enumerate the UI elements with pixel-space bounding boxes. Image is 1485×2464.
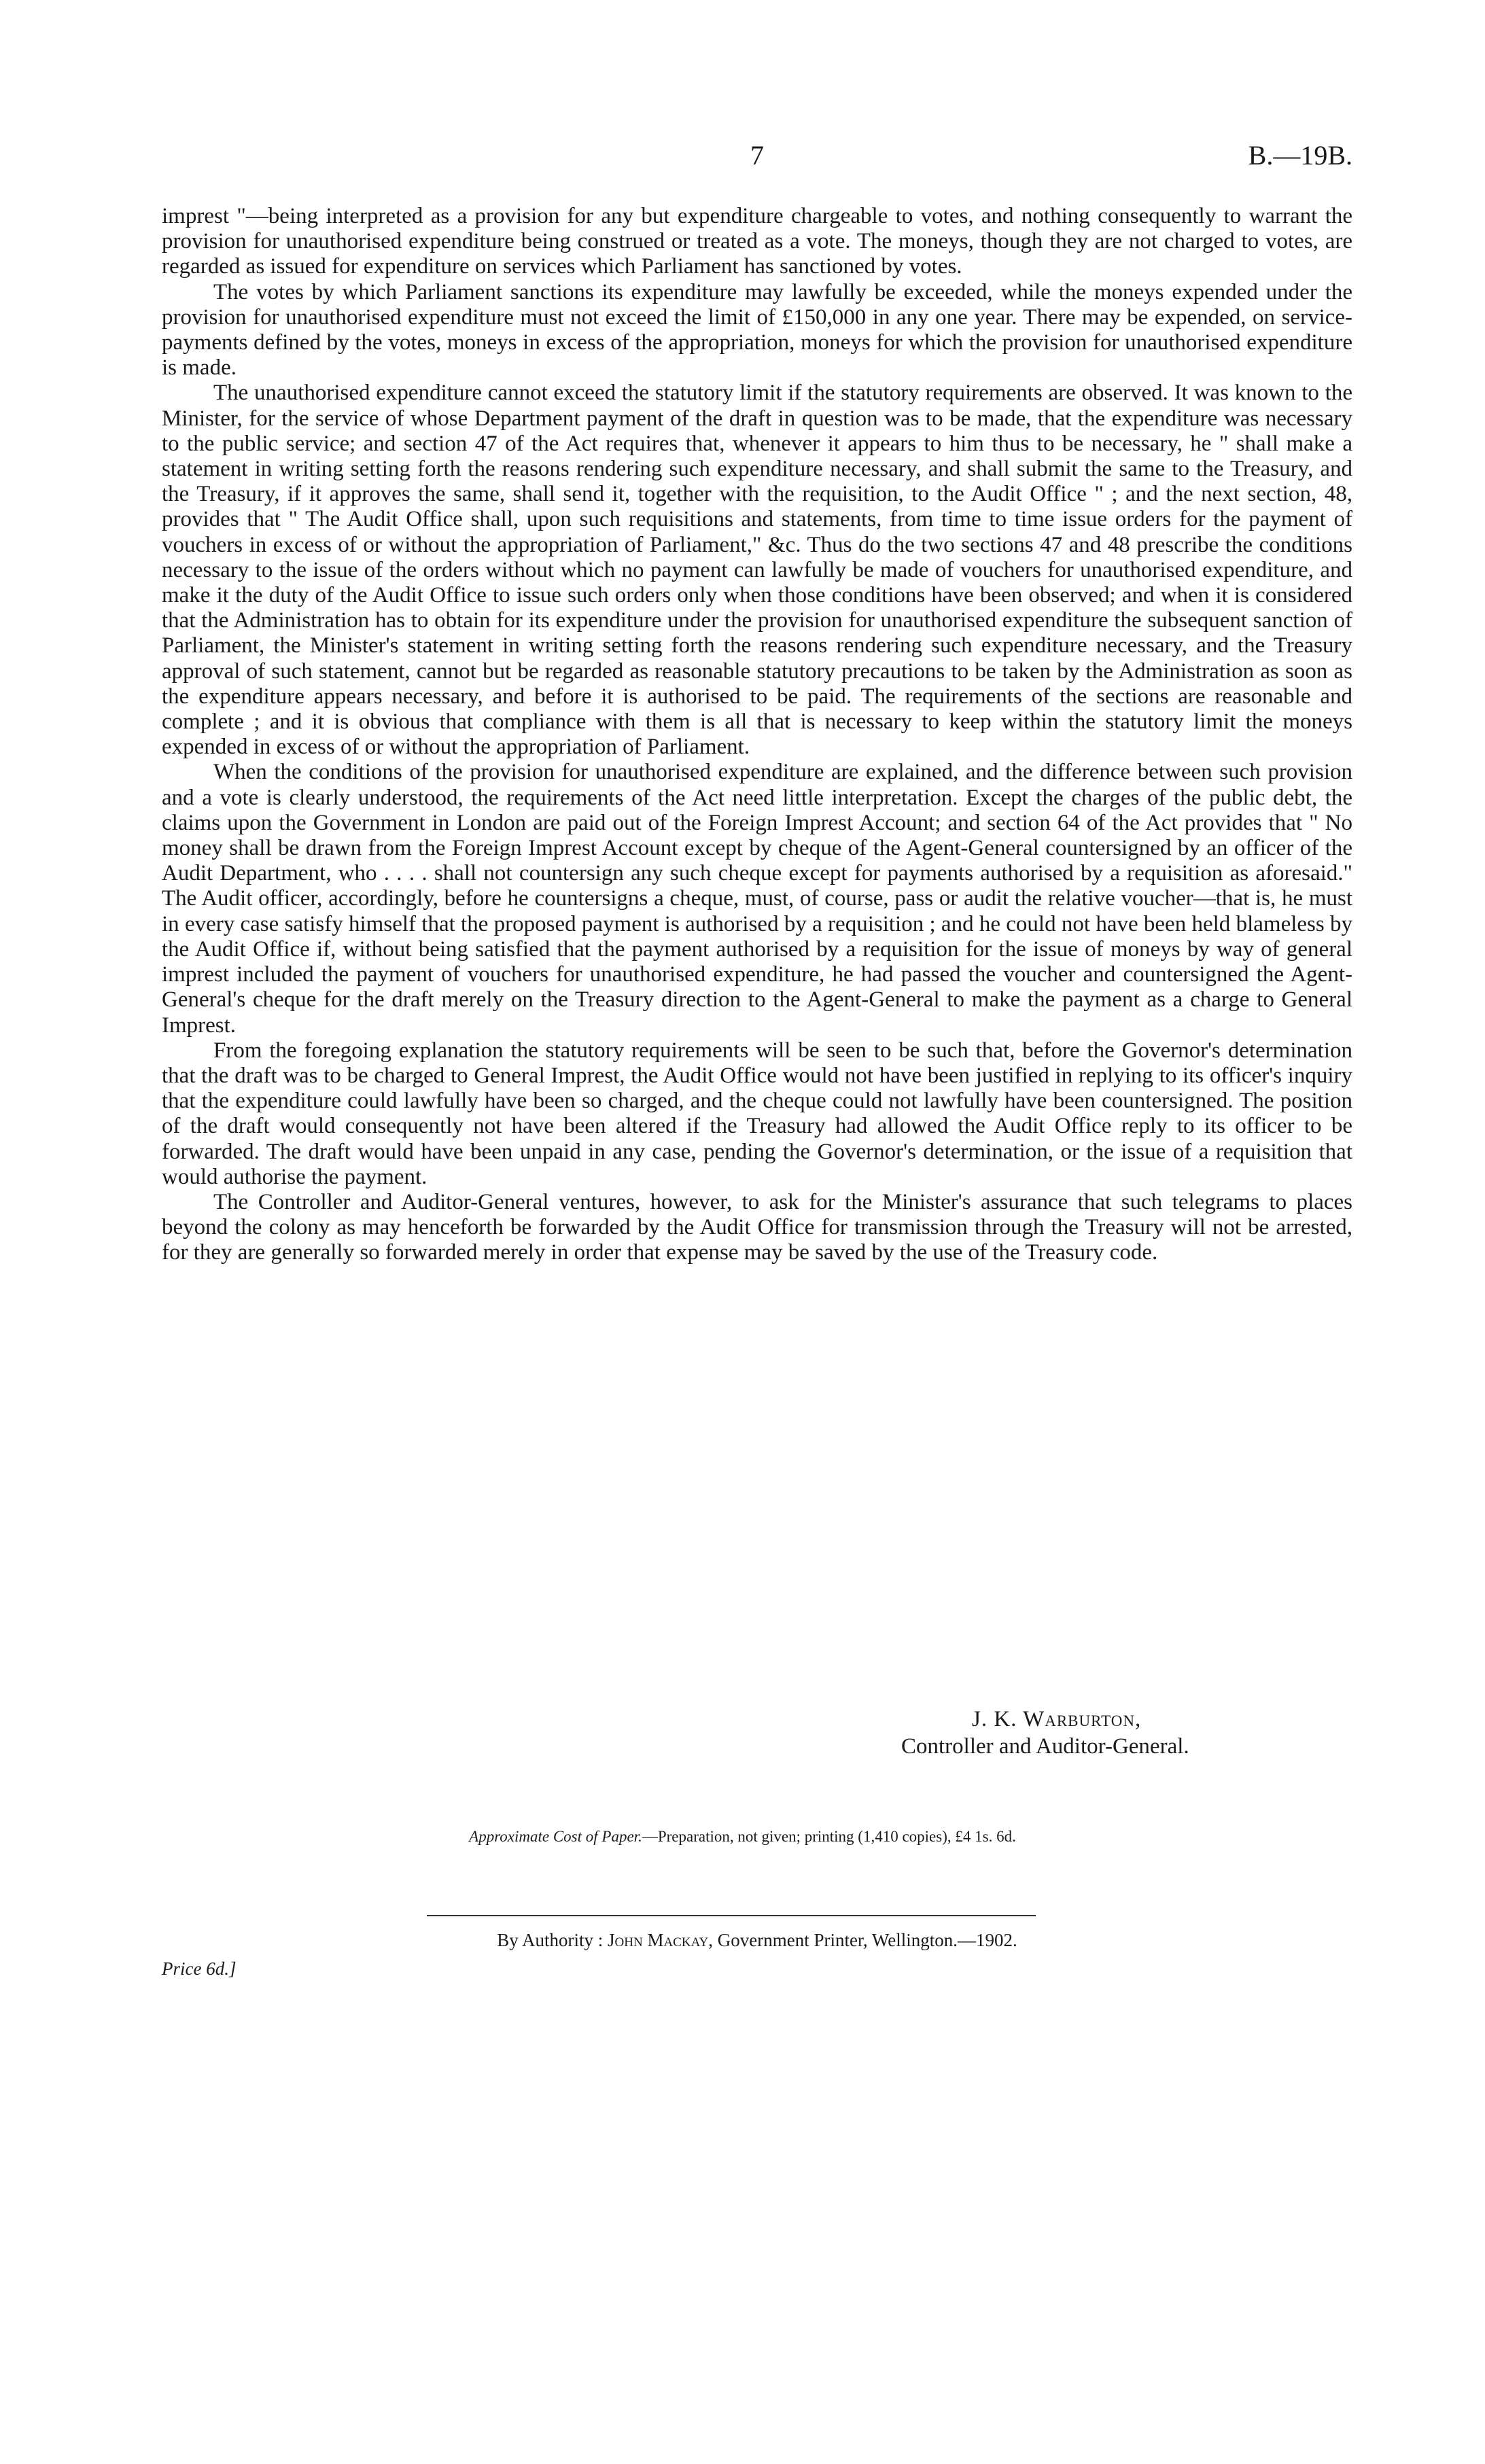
paragraph: imprest "—being interpreted as a provision for any but expenditure chargeable to votes, and nothing consequently to warrant the provision for unauthorised expenditure being construed or treated as a vote. The moneys, though they are not charged to votes, are regarded as issued for expenditure on services which Parliament has sanctioned by votes. [162,204,1352,279]
authority-prefix: By Authority : [497,1930,604,1950]
printer-authority [162,1930,1352,1951]
paragraph: The Controller and Auditor-General ventures, however, to ask for the Minister's assurance that such telegrams to places beyond the colony as may henceforth be forwarded by the Audit Office for transmission through the Treasury will not be arrested, for they are generally so forwarded merely in order that expense may be saved by the use of the Treasury code. [162,1189,1352,1265]
body-text [162,204,1352,1266]
signature-block [850,1706,1366,1760]
authority-suffix: Government Printer, Wellington.—1902. [717,1930,1017,1950]
paragraph: The unauthorised expenditure cannot exceed the statutory limit if the statutory requirements are observed. It was known to the Minister, for the service of whose Department payment of the draft in question was to be made, that the expenditure was necessary to the public service; and section 47 of the Act requires that, whenever it appears to him thus to be necessary, he " shall make a statement in writing setting forth the reasons rendering such expenditure necessary, and shall submit the same to the Treasury, and the Treasury, if it approves the same, shall send it, together with the requisition, to the Audit Office " ; and the next section, 48, provides that " The Audit Office shall, upon such requisitions and statements, from time to time issue orders for the payment of vouchers in excess of or without the appropriation of Parliament," &c. Thus do the two sections 47 and 48 prescribe the conditions necessary to the issue of the orders without which no payment can lawfully be made of vouchers for unauthorised expenditure, and make it the duty of the Audit Office to issue such orders only when those conditions have been observed; and when it is considered that the Administration has to obtain for its expenditure under the provision for unauthorised expenditure the subsequent sanction of Parliament, the Minister's statement in writing setting forth the reasons rendering such expenditure necessary, and the Treasury approval of such statement, cannot but be regarded as reasonable statutory precautions to be taken by the Administration as soon as the expenditure appears necessary, and before it is authorised to be paid. The requirements of the sections are reasonable and complete ; and it is obvious that compliance with them is all that is necessary to keep within the statutory limit the moneys expended in excess of or without the appropriation of Parliament. [162,381,1352,760]
page-number: 7 [750,140,764,171]
document-reference: B.—19B. [1248,140,1352,171]
page-footer [162,1930,1352,1984]
signatory-name: J. K. Warburton, [972,1707,1142,1731]
printer-name: John Mackay, [608,1930,714,1950]
paragraph: From the foregoing explanation the statutory requirements will be seen to be such that, before the Governor's determination that the draft was to be charged to General Imprest, the Audit Office would not have been justified in replying to its officer's inquiry that the expenditure could lawfully have been so charged, and the cheque could not lawfully have been countersigned. The position of the draft would consequently not have been altered if the Treasury had allowed the Audit Office reply to its officer to be forwarded. The draft would have been unpaid in any case, pending the Governor's determination, or the issue of a requisition that would authorise the payment. [162,1038,1352,1189]
page-header [162,139,1352,180]
divider-rule [427,1915,1036,1916]
cost-details: —Preparation, not given; printing (1,410 copies), £4 1s. 6d. [642,1828,1016,1845]
cost-of-paper-note [0,1828,1485,1846]
signatory-title: Controller and Auditor-General. [901,1734,1189,1759]
cost-label: Approximate Cost of Paper. [469,1828,642,1845]
price-label: Price 6d.] [162,1958,237,1979]
paragraph: When the conditions of the provision for unauthorised expenditure are explained, and the difference between such provision and a vote is clearly understood, the requirements of the Act need little interpretation. Except the charges of the public debt, the claims upon the Government in London are paid out of the Foreign Imprest Account; and section 64 of the Act provides that " No money shall be drawn from the Foreign Imprest Account except by cheque of the Agent-General countersigned by an officer of the Audit Department, who . . . . shall not countersign any such cheque except for payments authorised by a requisition as aforesaid." The Audit officer, accordingly, before he countersigns a cheque, must, of course, pass or audit the relative voucher—that is, he must in every case satisfy himself that the proposed payment is authorised by a requisition ; and he could not have been held blameless by the Audit Office if, without being satisfied that the payment authorised by a requisition for the issue of moneys by way of general imprest included the payment of vouchers for unauthorised expenditure, he had passed the voucher and countersigned the Agent-General's cheque for the draft merely on the Treasury direction to the Agent-General to make the payment as a charge to General Imprest. [162,760,1352,1038]
paragraph: The votes by which Parliament sanctions its expenditure may lawfully be exceeded, while the moneys expended under the provision for unauthorised expenditure must not exceed the limit of £150,000 in any one year. There may be expended, on service-payments defined by the votes, moneys in excess of the appropriation, moneys for which the provision for unauthorised expenditure is made. [162,279,1352,381]
